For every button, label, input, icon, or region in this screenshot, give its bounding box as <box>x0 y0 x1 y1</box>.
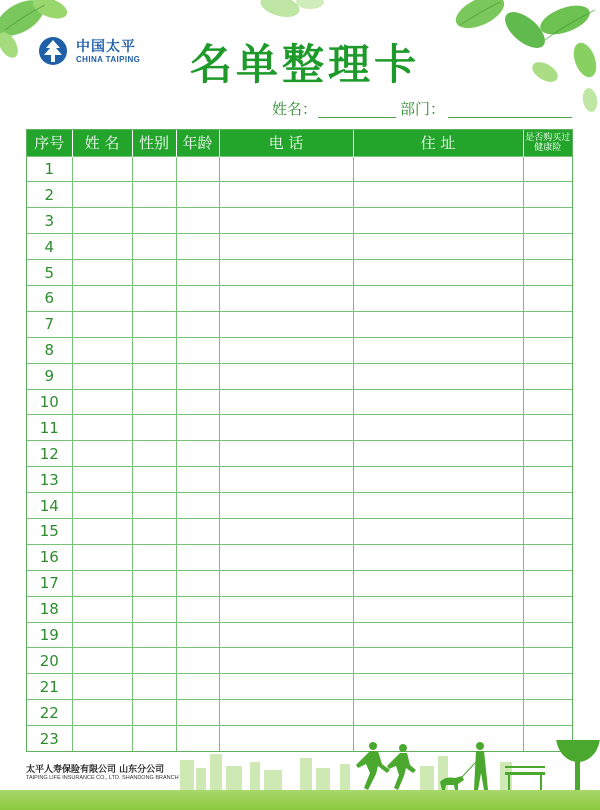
health-insurance-cell[interactable] <box>523 415 572 441</box>
taiping-tree-logo <box>38 36 68 66</box>
table-row <box>27 311 572 337</box>
tree-silhouette <box>556 740 600 792</box>
table-row <box>27 441 572 467</box>
address-cell[interactable] <box>353 389 523 415</box>
name-cell[interactable] <box>72 285 132 311</box>
table-row <box>27 415 572 441</box>
table-row <box>27 622 572 648</box>
age-cell[interactable] <box>176 570 219 596</box>
name-cell[interactable] <box>72 700 132 726</box>
table-row <box>27 596 572 622</box>
row-index: 12 <box>27 441 72 467</box>
table-row <box>27 285 572 311</box>
address-cell[interactable] <box>353 622 523 648</box>
name-cell[interactable] <box>72 363 132 389</box>
table-header-row <box>27 130 572 156</box>
health-insurance-cell[interactable] <box>523 260 572 286</box>
name-cell[interactable] <box>72 260 132 286</box>
health-insurance-cell[interactable] <box>523 182 572 208</box>
gender-cell[interactable] <box>132 337 176 363</box>
row-index: 6 <box>27 285 72 311</box>
phone-cell[interactable] <box>219 700 353 726</box>
table-row <box>27 570 572 596</box>
address-cell[interactable] <box>353 570 523 596</box>
table-row <box>27 544 572 570</box>
name-cell[interactable] <box>72 182 132 208</box>
header-index: 序号 <box>27 130 72 156</box>
logo-name-cn: 中国太平 <box>76 39 136 55</box>
phone-cell[interactable] <box>219 208 353 234</box>
name-list-table <box>26 129 573 752</box>
logo-name-en: CHINA TAIPING <box>76 55 141 64</box>
page-title: 名单整理卡 <box>190 40 421 89</box>
row-index: 15 <box>27 518 72 544</box>
name-cell[interactable] <box>72 389 132 415</box>
table-row <box>27 648 572 674</box>
address-cell[interactable] <box>353 441 523 467</box>
phone-cell[interactable] <box>219 415 353 441</box>
row-index: 23 <box>27 726 72 752</box>
company-name-cn: 太平人寿保险有限公司 山东分公司 <box>26 765 165 775</box>
name-cell[interactable] <box>72 208 132 234</box>
health-insurance-cell[interactable] <box>523 493 572 519</box>
phone-cell[interactable] <box>219 648 353 674</box>
health-insurance-cell[interactable] <box>523 648 572 674</box>
name-cell[interactable] <box>72 337 132 363</box>
phone-cell[interactable] <box>219 596 353 622</box>
name-cell[interactable] <box>72 518 132 544</box>
name-cell[interactable] <box>72 648 132 674</box>
row-index: 13 <box>27 467 72 493</box>
health-insurance-cell[interactable] <box>523 518 572 544</box>
ground-strip <box>0 790 600 810</box>
age-cell[interactable] <box>176 208 219 234</box>
address-cell[interactable] <box>353 182 523 208</box>
gender-cell[interactable] <box>132 234 176 260</box>
row-index: 22 <box>27 700 72 726</box>
health-insurance-cell[interactable] <box>523 700 572 726</box>
row-index: 21 <box>27 674 72 700</box>
header-phone: 电 话 <box>219 130 353 156</box>
table-row <box>27 674 572 700</box>
phone-cell[interactable] <box>219 337 353 363</box>
table-row <box>27 700 572 726</box>
header-health-insurance: 是否购买过健康险 <box>523 130 572 156</box>
table-row <box>27 389 572 415</box>
health-insurance-cell[interactable] <box>523 285 572 311</box>
name-cell[interactable] <box>72 467 132 493</box>
name-cell[interactable] <box>72 441 132 467</box>
name-cell[interactable] <box>72 234 132 260</box>
header-address: 住 址 <box>353 130 523 156</box>
age-cell[interactable] <box>176 337 219 363</box>
gender-cell[interactable] <box>132 156 176 182</box>
age-cell[interactable] <box>176 700 219 726</box>
age-cell[interactable] <box>176 493 219 519</box>
health-insurance-cell[interactable] <box>523 467 572 493</box>
gender-cell[interactable] <box>132 700 176 726</box>
address-cell[interactable] <box>353 260 523 286</box>
phone-cell[interactable] <box>219 674 353 700</box>
name-cell[interactable] <box>72 622 132 648</box>
row-index: 9 <box>27 363 72 389</box>
health-insurance-cell[interactable] <box>523 311 572 337</box>
company-logo <box>38 36 158 70</box>
age-cell[interactable] <box>176 622 219 648</box>
table-row <box>27 234 572 260</box>
address-cell[interactable] <box>353 285 523 311</box>
address-cell[interactable] <box>353 311 523 337</box>
age-cell[interactable] <box>176 234 219 260</box>
age-cell[interactable] <box>176 156 219 182</box>
name-label: 姓名： <box>272 100 318 118</box>
age-cell[interactable] <box>176 363 219 389</box>
health-insurance-cell[interactable] <box>523 622 572 648</box>
health-insurance-cell[interactable] <box>523 441 572 467</box>
phone-cell[interactable] <box>219 389 353 415</box>
gender-cell[interactable] <box>132 544 176 570</box>
table-row <box>27 156 572 182</box>
gender-cell[interactable] <box>132 648 176 674</box>
gender-cell[interactable] <box>132 467 176 493</box>
age-cell[interactable] <box>176 441 219 467</box>
header-gender: 性别 <box>132 130 176 156</box>
health-insurance-cell[interactable] <box>523 234 572 260</box>
address-cell[interactable] <box>353 415 523 441</box>
age-cell[interactable] <box>176 467 219 493</box>
gender-cell[interactable] <box>132 518 176 544</box>
health-insurance-cell[interactable] <box>523 337 572 363</box>
table-row <box>27 260 572 286</box>
gender-cell[interactable] <box>132 389 176 415</box>
row-index: 1 <box>27 156 72 182</box>
health-insurance-cell[interactable] <box>523 674 572 700</box>
name-cell[interactable] <box>72 156 132 182</box>
name-cell[interactable] <box>72 570 132 596</box>
age-cell[interactable] <box>176 544 219 570</box>
row-index: 5 <box>27 260 72 286</box>
address-cell[interactable] <box>353 467 523 493</box>
header-age: 年龄 <box>176 130 219 156</box>
table-row <box>27 518 572 544</box>
table-row <box>27 493 572 519</box>
phone-cell[interactable] <box>219 311 353 337</box>
name-cell[interactable] <box>72 596 132 622</box>
gender-cell[interactable] <box>132 363 176 389</box>
health-insurance-cell[interactable] <box>523 544 572 570</box>
runner-silhouette-2 <box>387 744 416 790</box>
address-cell[interactable] <box>353 337 523 363</box>
dept-label: 部门： <box>400 100 446 118</box>
phone-cell[interactable] <box>219 518 353 544</box>
age-cell[interactable] <box>176 596 219 622</box>
phone-cell[interactable] <box>219 363 353 389</box>
age-cell[interactable] <box>176 518 219 544</box>
company-name-en: TAIPING LIFE INSURANCE CO., LTD. SHANDONG BRANCH <box>26 775 179 781</box>
table-row <box>27 182 572 208</box>
age-cell[interactable] <box>176 674 219 700</box>
health-insurance-cell[interactable] <box>523 208 572 234</box>
address-cell[interactable] <box>353 518 523 544</box>
age-cell[interactable] <box>176 648 219 674</box>
gender-cell[interactable] <box>132 493 176 519</box>
phone-cell[interactable] <box>219 156 353 182</box>
row-index: 20 <box>27 648 72 674</box>
name-cell[interactable] <box>72 544 132 570</box>
table-row <box>27 208 572 234</box>
gender-cell[interactable] <box>132 570 176 596</box>
address-cell[interactable] <box>353 648 523 674</box>
address-cell[interactable] <box>353 544 523 570</box>
address-cell[interactable] <box>353 674 523 700</box>
row-index: 11 <box>27 415 72 441</box>
row-index: 10 <box>27 389 72 415</box>
phone-cell[interactable] <box>219 234 353 260</box>
gender-cell[interactable] <box>132 596 176 622</box>
address-cell[interactable] <box>353 208 523 234</box>
phone-cell[interactable] <box>219 570 353 596</box>
header-name: 姓 名 <box>72 130 132 156</box>
gender-cell[interactable] <box>132 285 176 311</box>
table-row <box>27 467 572 493</box>
address-cell[interactable] <box>353 596 523 622</box>
age-cell[interactable] <box>176 415 219 441</box>
runner-silhouette <box>356 742 390 790</box>
table-row <box>27 337 572 363</box>
phone-cell[interactable] <box>219 441 353 467</box>
row-index: 16 <box>27 544 72 570</box>
health-insurance-cell[interactable] <box>523 570 572 596</box>
footer <box>0 740 600 810</box>
gender-cell[interactable] <box>132 622 176 648</box>
gender-cell[interactable] <box>132 311 176 337</box>
gender-cell[interactable] <box>132 441 176 467</box>
address-cell[interactable] <box>353 363 523 389</box>
row-index: 4 <box>27 234 72 260</box>
row-index: 3 <box>27 208 72 234</box>
address-cell[interactable] <box>353 493 523 519</box>
row-index: 14 <box>27 493 72 519</box>
table-row <box>27 363 572 389</box>
age-cell[interactable] <box>176 260 219 286</box>
health-insurance-cell[interactable] <box>523 389 572 415</box>
row-index: 2 <box>27 182 72 208</box>
health-insurance-cell[interactable] <box>523 596 572 622</box>
name-cell[interactable] <box>72 674 132 700</box>
gender-cell[interactable] <box>132 208 176 234</box>
health-insurance-cell[interactable] <box>523 363 572 389</box>
gender-cell[interactable] <box>132 182 176 208</box>
address-cell[interactable] <box>353 156 523 182</box>
age-cell[interactable] <box>176 182 219 208</box>
age-cell[interactable] <box>176 285 219 311</box>
name-cell[interactable] <box>72 493 132 519</box>
phone-cell[interactable] <box>219 182 353 208</box>
address-cell[interactable] <box>353 234 523 260</box>
phone-cell[interactable] <box>219 622 353 648</box>
address-cell[interactable] <box>353 700 523 726</box>
age-cell[interactable] <box>176 389 219 415</box>
name-cell[interactable] <box>72 415 132 441</box>
row-index: 19 <box>27 622 72 648</box>
age-cell[interactable] <box>176 311 219 337</box>
phone-cell[interactable] <box>219 285 353 311</box>
row-index: 18 <box>27 596 72 622</box>
row-index: 17 <box>27 570 72 596</box>
name-cell[interactable] <box>72 311 132 337</box>
phone-cell[interactable] <box>219 260 353 286</box>
phone-cell[interactable] <box>219 493 353 519</box>
health-insurance-cell[interactable] <box>523 156 572 182</box>
row-index: 8 <box>27 337 72 363</box>
gender-cell[interactable] <box>132 674 176 700</box>
name-field[interactable] <box>318 117 396 118</box>
phone-cell[interactable] <box>219 544 353 570</box>
phone-cell[interactable] <box>219 467 353 493</box>
gender-cell[interactable] <box>132 260 176 286</box>
gender-cell[interactable] <box>132 415 176 441</box>
dept-field[interactable] <box>448 117 572 118</box>
row-index: 7 <box>27 311 72 337</box>
